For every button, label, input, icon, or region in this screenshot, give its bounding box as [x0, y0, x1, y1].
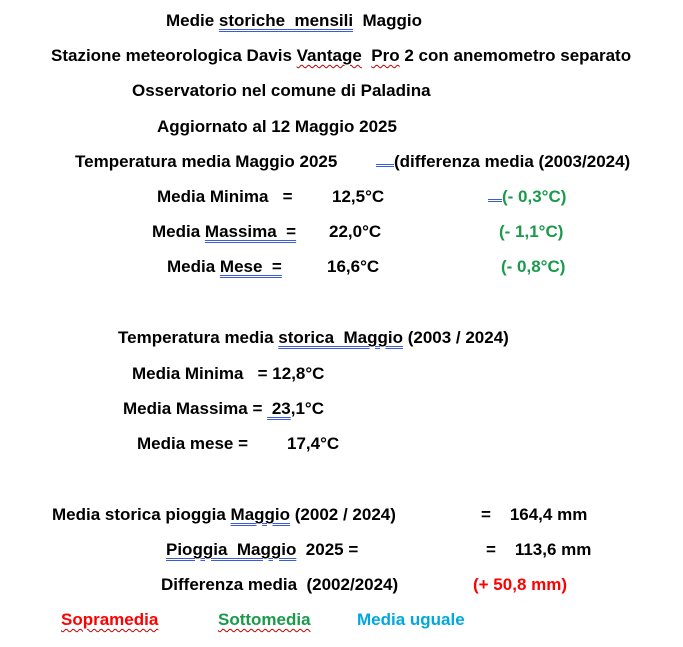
- title-line: [166, 11, 422, 31]
- rain-historic-part: (2002 / 2024): [290, 505, 396, 524]
- underline-mark: [376, 160, 394, 167]
- current-mese-diff: (- 0,8°C): [501, 257, 566, 276]
- observatory-line: Osservatorio nel comune di Paladina: [132, 81, 431, 100]
- station-part: Stazione meteorologica Davis: [51, 46, 297, 65]
- diff-heading-text: (differenza media (2003/2024): [394, 152, 631, 171]
- historic-title-part: storica Maggio: [278, 328, 403, 347]
- title-part: Maggio: [353, 11, 423, 30]
- current-mese-label-part: Media: [167, 257, 220, 276]
- historic-mese-value: 17,4°C: [287, 434, 340, 453]
- title-part: storiche mensili: [218, 11, 354, 30]
- temp-heading: Temperatura media Maggio 2025: [75, 152, 338, 171]
- station-part: [362, 46, 371, 65]
- historic-max-part: ,1°C: [290, 399, 324, 418]
- rain-current-part: 2025 =: [296, 540, 359, 559]
- rain-historic-part: Maggio: [230, 505, 291, 524]
- historic-title-part: (2003 / 2024): [402, 328, 509, 347]
- current-max-label-part: Massima =: [204, 222, 297, 241]
- historic-title-part: Temperatura media: [118, 328, 279, 347]
- station-part: 2 con anemometro separato: [399, 46, 632, 65]
- current-mese-label-part: Mese =: [219, 257, 282, 276]
- legend-equal: Media uguale: [357, 610, 465, 629]
- historic-max-part: Media Massima =: [123, 399, 268, 418]
- rain-current-part: Pioggia Maggio: [166, 540, 297, 559]
- current-max-value: 22,0°C: [329, 222, 382, 241]
- rain-historic-part: Media storica pioggia: [52, 505, 231, 524]
- current-min-label: Media Minima =: [157, 187, 293, 206]
- title-part: Medie: [166, 11, 219, 30]
- station-part: Pro: [371, 46, 400, 65]
- legend-above: Sopramedia: [61, 610, 159, 629]
- station-part: Vantage: [296, 46, 362, 65]
- historic-max-part: 23: [267, 399, 291, 418]
- updated-line: Aggiornato al 12 Maggio 2025: [157, 117, 397, 136]
- rain-current-value: = 113,6 mm: [486, 540, 592, 559]
- current-mese-value: 16,6°C: [327, 257, 380, 276]
- underline-mark: [488, 195, 502, 202]
- historic-max: [123, 399, 324, 419]
- current-max-diff: (- 1,1°C): [499, 222, 564, 241]
- historic-min: Media Minima = 12,8°C: [132, 364, 325, 383]
- rain-current-label: [166, 540, 358, 560]
- historic-mese-label: Media mese =: [137, 434, 249, 453]
- current-min-diff: [488, 187, 566, 207]
- diff-heading: [376, 152, 630, 172]
- current-mese-label: [167, 257, 282, 277]
- rain-historic-label: [52, 505, 396, 525]
- current-max-label-part: Media: [152, 222, 205, 241]
- rain-diff-value: (+ 50,8 mm): [473, 575, 568, 594]
- legend-below: Sottomedia: [218, 610, 311, 629]
- historic-title: [118, 328, 509, 348]
- current-min-value: 12,5°C: [332, 187, 385, 206]
- rain-historic-value: = 164,4 mm: [481, 505, 588, 524]
- station-line: [51, 46, 631, 66]
- current-min-diff-text: (- 0,3°C): [502, 187, 567, 206]
- rain-diff-label: Differenza media (2002/2024): [161, 575, 399, 594]
- current-max-label: [152, 222, 296, 242]
